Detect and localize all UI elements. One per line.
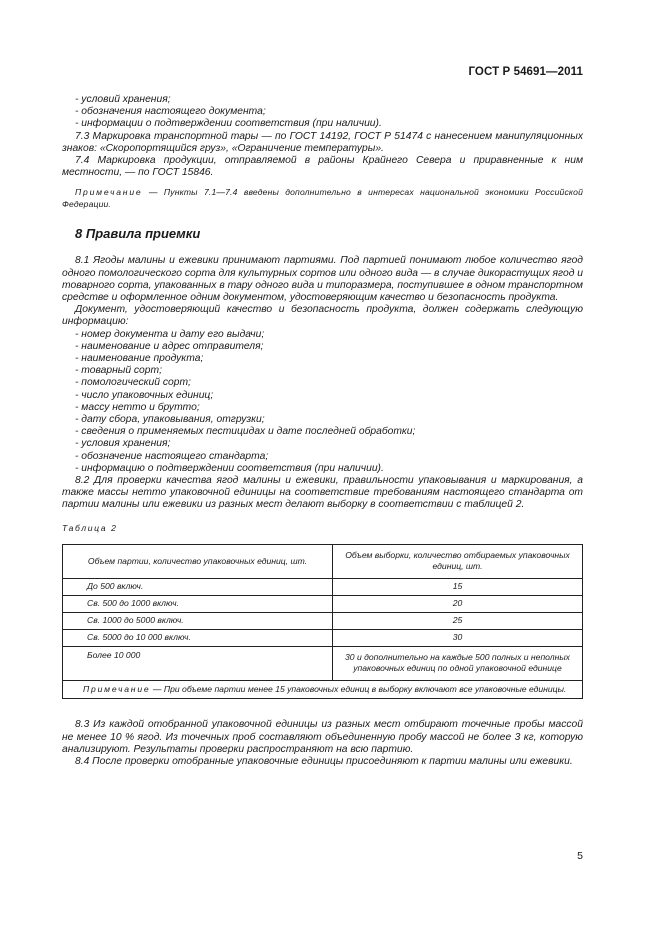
clause-7-3: 7.3 Маркировка транспортной тары — по ГОСТ 14192, ГОСТ Р 51474 с нанесением манипуляционных знаков: «Скоропортящийся груз», «Ограничение температуры». [62, 130, 583, 154]
table-cell: 25 [333, 612, 583, 629]
table-cell: До 500 включ. [63, 578, 333, 595]
table-cell: 30 [333, 629, 583, 646]
table-row [63, 578, 583, 595]
table-cell: Св. 1000 до 5000 включ. [63, 612, 333, 629]
table-cell: Св. 500 до 1000 включ. [63, 595, 333, 612]
sample-size-table [62, 544, 583, 700]
table-row [63, 629, 583, 646]
table-cell: 15 [333, 578, 583, 595]
list-item: - дату сбора, упаковывания, отгрузки; [75, 414, 265, 426]
page-number: 5 [577, 850, 583, 862]
list-item: - обозначения настоящего документа; [75, 106, 266, 118]
document-requirements: Документ, удостоверяющий качество и безопасность продукта, должен содержать следующую информацию: [62, 304, 583, 328]
list-item: - помологический сорт; [75, 377, 191, 389]
clause-8-1: 8.1 Ягоды малины и ежевики принимают партиями. Под партией понимают любое количество ягод одного помологического сорта для культурных сортов или одного вида — в случае дикорастущих ягод и товарного сорта, упакованных в тару одного вида и типоразмера, поступившее в одном транспортном средстве и оформленное одним документом, удостоверяющим качество и безопасность продукта. [62, 255, 583, 304]
document-code: ГОСТ Р 54691—2011 [468, 66, 583, 78]
table-cell: Св. 5000 до 10 000 включ. [63, 629, 333, 646]
clause-7-4: 7.4 Маркировка продукции, отправляемой в районы Крайнего Севера и приравненные к ним местности, — по ГОСТ 15846. [62, 155, 583, 179]
note-section-7 [62, 187, 583, 210]
list-item: - информацию о подтверждении соответствия (при наличии). [75, 462, 384, 474]
table-header-cell: Объем выборки, количество отбираемых упаковочных единиц, шт. [333, 544, 583, 578]
clause-8-3: 8.3 Из каждой отобранной упаковочной единицы из разных мест отбирают точечные пробы массой не менее 10 % ягод. Из точечных проб составляют объединенную пробу массой не более 3 кг, которую анализируют. Результаты проверки распространяют на всю партию. [62, 719, 583, 755]
table-cell: 30 и дополнительно на каждые 500 полных и неполных упаковочных единиц по одной упаковочной единице [333, 646, 583, 680]
table-row [63, 595, 583, 612]
table-header-cell: Объем партии, количество упаковочных единиц, шт. [63, 544, 333, 578]
table-cell: 20 [333, 595, 583, 612]
table-row [63, 646, 583, 680]
list-item: - условий хранения; [75, 94, 171, 105]
clause-8-4: 8.4 После проверки отобранные упаковочные единицы присоединяют к партии малины или ежевики. [75, 756, 573, 767]
clause-8-2: 8.2 Для проверки качества ягод малины и ежевики, правильности упаковывания и маркирования, а также массы нетто упаковочной единицы на соответствие требованиям настоящего стандарта от партии малины или ежевики из разных мест делают выборку в соответствии с таблицей 2. [62, 475, 583, 511]
table-row [63, 612, 583, 629]
table-note-row [63, 680, 583, 699]
page-content [62, 94, 583, 768]
table-cell: Более 10 000 [63, 646, 333, 680]
list-item: - условия хранения; [75, 438, 171, 450]
table-note [63, 680, 583, 699]
section-title: 8 Правила приемки [75, 226, 201, 242]
list-item: - номер документа и дату его выдачи; [75, 328, 265, 340]
note-text: — При объеме партии менее 15 упаковочных единиц в выборку включают все упаковочные единицы. [150, 683, 567, 694]
note-text: — Пункты 7.1—7.4 введены дополнительно в интересах национальной экономики Российской Федерации. [62, 187, 583, 209]
note-label: Примечание [75, 187, 143, 198]
list-item: - число упаковочных единиц; [75, 389, 214, 401]
list-item: - сведения о применяемых пестицидах и дате последней обработки; [75, 426, 416, 438]
table-header-row [63, 544, 583, 578]
list-item: - наименование продукта; [75, 353, 204, 365]
note-label: Примечание [83, 683, 151, 694]
list-item: - обозначение настоящего стандарта; [75, 450, 269, 462]
list-item: - товарный сорт; [75, 365, 162, 377]
list-item: - массу нетто и брутто; [75, 401, 200, 413]
table-caption: Таблица 2 [62, 522, 118, 533]
list-item: - информации о подтверждении соответствия (при наличии). [75, 118, 382, 130]
list-item: - наименование и адрес отправителя; [75, 340, 264, 352]
